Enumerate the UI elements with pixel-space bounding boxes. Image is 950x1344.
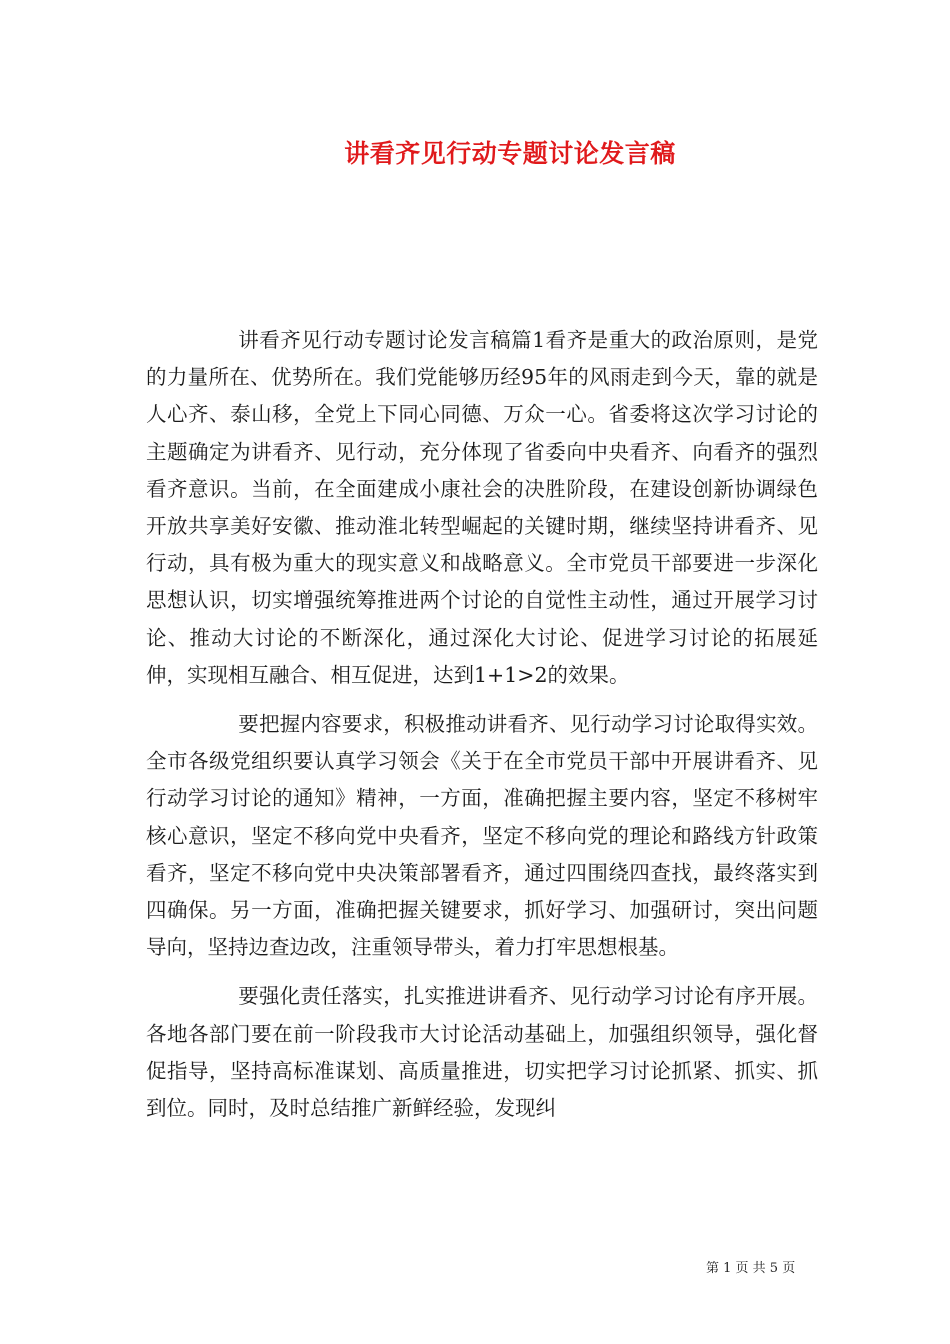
paragraph-1: 讲看齐见行动专题讨论发言稿篇1看齐是重大的政治原则，是党的力量所在、优势所在。我们党能够历经95年的风雨走到今天，靠的就是人心齐、泰山移，全党上下同心同德、万众一心。省委将这次学习讨论的主题确定为讲看齐、见行动，充分体现了省委向中央看齐、向看齐的强烈看齐意识。当前，在全面建成小康社会的决胜阶段，在建设创新协调绿色开放共享美好安徽、推动淮北转型崛起的关键时期，继续坚持讲看齐、见行动，具有极为重大的现实意义和战略意义。全市党员干部要进一步深化思想认识，切实增强统筹推进两个讨论的自觉性主动性，通过开展学习讨论、推动大讨论的不断深化，通过深化大讨论、促进学习讨论的拓展延伸，实现相互融合、相互促进，达到1+1>2的效果。	[146, 328, 818, 687]
page-number: 第 1 页 共 5 页	[706, 1261, 796, 1276]
document-title: 讲看齐见行动专题讨论发言稿	[344, 139, 676, 168]
document-body	[146, 322, 818, 1139]
paragraph-3: 要强化责任落实，扎实推进讲看齐、见行动学习讨论有序开展。各地各部门要在前一阶段我市大讨论活动基础上，加强组织领导，强化督促指导，坚持高标准谋划、高质量推进，切实把学习讨论抓紧、抓实、抓到位。同时，及时总结推广新鲜经验，发现纠	[146, 984, 818, 1121]
paragraph-2: 要把握内容要求，积极推动讲看齐、见行动学习讨论取得实效。全市各级党组织要认真学习领会《关于在全市党员干部中开展讲看齐、见行动学习讨论的通知》精神，一方面，准确把握主要内容，坚定不移树牢核心意识，坚定不移向党中央看齐，坚定不移向党的理论和路线方针政策看齐，坚定不移向党中央决策部署看齐，通过四围绕四查找，最终落实到四确保。另一方面，准确把握关键要求，抓好学习、加强研讨，突出问题导向，坚持边查边改，注重领导带头，着力打牢思想根基。	[146, 712, 818, 960]
